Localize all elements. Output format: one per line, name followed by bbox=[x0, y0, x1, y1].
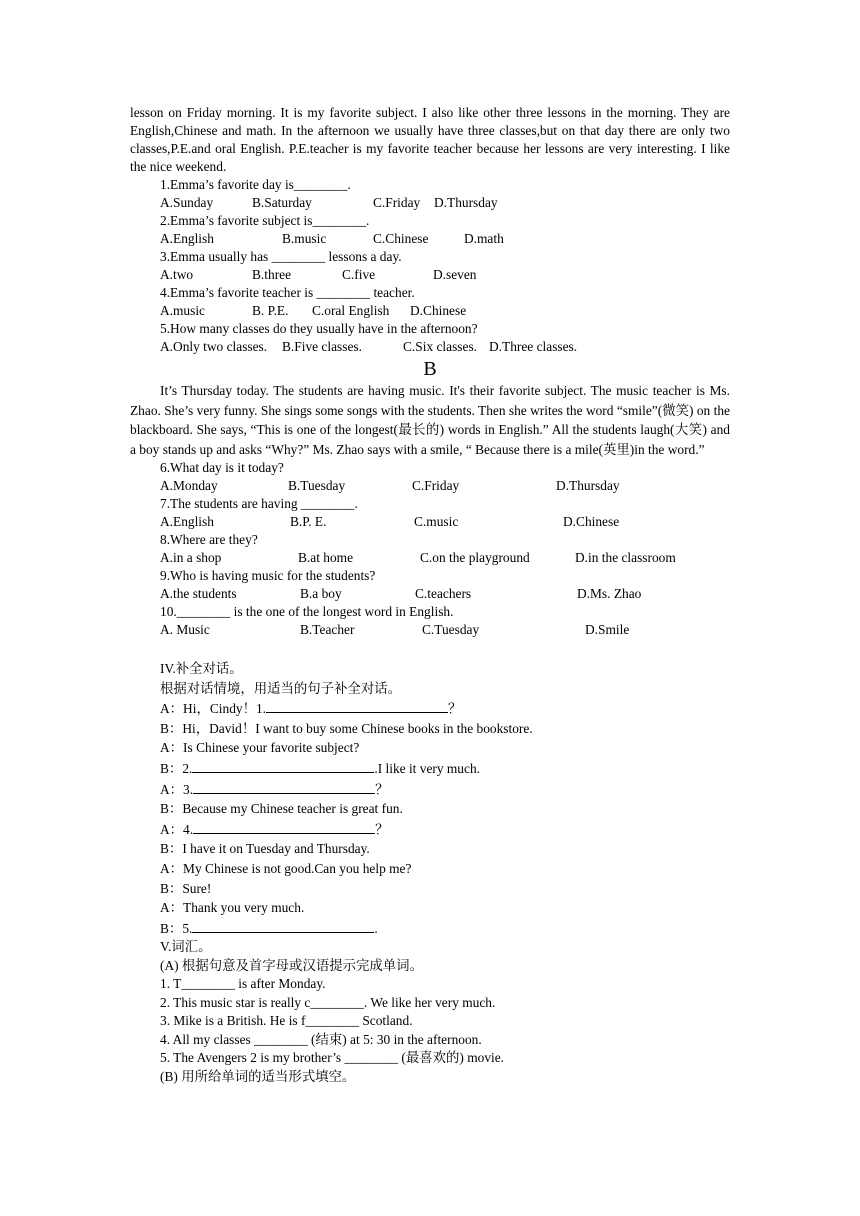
question-5: 5.How many classes do they usually have in the afternoon? bbox=[160, 321, 478, 336]
options-7 bbox=[130, 513, 730, 531]
option: D.seven bbox=[433, 267, 477, 282]
dialogue-line: A：3. ？ bbox=[130, 779, 730, 800]
option: B. P.E. bbox=[252, 303, 289, 318]
option: B.at home bbox=[298, 550, 354, 565]
question-3: 3.Emma usually has ________ lessons a day. bbox=[160, 249, 402, 264]
option: B.music bbox=[282, 231, 327, 246]
dialogue-line: A：4. ？ bbox=[130, 819, 730, 840]
option: A.music bbox=[160, 303, 206, 318]
dialogue-line: B：I have it on Tuesday and Thursday. bbox=[160, 841, 370, 857]
answer-blank[interactable] bbox=[266, 698, 448, 713]
option: A.in a shop bbox=[160, 550, 222, 565]
option: B.Tuesday bbox=[288, 478, 346, 493]
section-b-heading: B bbox=[423, 358, 437, 380]
section-iv-instruction: 根据对话情境，用适当的句子补全对话。 bbox=[160, 680, 402, 696]
option: C.Chinese bbox=[373, 231, 429, 246]
option: B.Saturday bbox=[252, 195, 312, 210]
option: A.the students bbox=[160, 586, 237, 601]
answer-blank[interactable] bbox=[193, 779, 375, 794]
dialogue-line: B：Hi，David！I want to buy some Chinese books in the bookstore. bbox=[160, 720, 533, 736]
question-8: 8.Where are they? bbox=[160, 532, 258, 547]
options-6 bbox=[130, 477, 730, 495]
vocab-item: 5. The Avengers 2 is my brother’s ________ (最喜欢的) movie. bbox=[160, 1050, 505, 1066]
options-10 bbox=[130, 621, 730, 639]
option: D.Ms. Zhao bbox=[577, 586, 642, 601]
dialogue-line: A：Hi，Cindy！1. ？ bbox=[130, 698, 730, 719]
option: C.Six classes. bbox=[403, 339, 478, 354]
vocab-item: 4. All my classes ________ (结束) at 5: 30 in the afternoon. bbox=[160, 1031, 482, 1047]
options-4 bbox=[130, 302, 730, 320]
options-5 bbox=[130, 338, 730, 356]
section-v-part-b: (B) 用所给单词的适当形式填空。 bbox=[160, 1068, 356, 1084]
option: C.Friday bbox=[412, 478, 460, 493]
option: B.Five classes. bbox=[282, 339, 362, 354]
options-3 bbox=[130, 266, 730, 284]
option: D.Chinese bbox=[563, 514, 620, 529]
option: B.P. E. bbox=[290, 514, 327, 529]
option: A. Music bbox=[160, 622, 210, 637]
reading-a-passage: lesson on Friday morning. It is my favorite subject. I also like other three lessons in the morning. They are English,Chinese and math. In the afternoon we usually have three classes,but on that day there are only two classes,P.E.and oral English. P.E.teacher is my favorite teacher because her lessons are very interesting. I like the nice weekend. bbox=[130, 105, 730, 174]
option: C.Friday bbox=[373, 195, 421, 210]
dialogue-line: B：Sure! bbox=[160, 880, 212, 896]
section-v-title: V.词汇。 bbox=[160, 939, 212, 955]
option: C.Tuesday bbox=[422, 622, 480, 637]
option: D.in the classroom bbox=[575, 550, 676, 565]
option: C.oral English bbox=[312, 303, 390, 318]
question-6: 6.What day is it today? bbox=[160, 460, 284, 475]
option: D.Chinese bbox=[410, 303, 467, 318]
option: D.math bbox=[464, 231, 504, 246]
vocab-item: 1. T________ is after Monday. bbox=[160, 976, 326, 992]
option: C.music bbox=[414, 514, 459, 529]
option: D.Smile bbox=[585, 622, 630, 637]
vocab-item: 3. Mike is a British. He is f________ Scotland. bbox=[160, 1013, 413, 1029]
options-8 bbox=[130, 549, 730, 567]
dialogue-line: A：My Chinese is not good.Can you help me? bbox=[160, 860, 412, 876]
option: B.three bbox=[252, 267, 292, 282]
question-10: 10.________ is the one of the longest word in English. bbox=[160, 604, 454, 619]
question-2: 2.Emma’s favorite subject is________. bbox=[160, 213, 370, 228]
option: D.Thursday bbox=[434, 195, 498, 210]
answer-blank[interactable] bbox=[193, 819, 375, 834]
options-2 bbox=[130, 230, 730, 248]
question-1: 1.Emma’s favorite day is________. bbox=[160, 177, 351, 192]
vocab-item: 2. This music star is really c________. We like her very much. bbox=[160, 994, 496, 1010]
option: B.Teacher bbox=[300, 622, 355, 637]
answer-blank[interactable] bbox=[192, 918, 374, 933]
question-9: 9.Who is having music for the students? bbox=[160, 568, 376, 583]
answer-blank[interactable] bbox=[192, 758, 374, 773]
option: D.Three classes. bbox=[489, 339, 578, 354]
option: A.Monday bbox=[160, 478, 218, 493]
option: A.two bbox=[160, 267, 194, 282]
reading-b-passage: It’s Thursday today. The students are having music. It's their favorite subject. The music teacher is Ms. Zhao. She’s very funny. She sings some songs with the students. Then she writes the word “smile”(微笑) on the blackboard. She says, “This is one of the longest(最长的) words in English.” All the students laugh(大笑) and a boy stands up and asks “Why?” Ms. Zhao says with a smile, “ Because there is a mile(英里)in the word.” bbox=[130, 383, 730, 457]
question-7: 7.The students are having ________. bbox=[160, 496, 358, 511]
section-v-part-a: (A) 根据句意及首字母或汉语提示完成单词。 bbox=[160, 957, 423, 973]
dialogue-line: B：5. . bbox=[130, 918, 730, 939]
options-1 bbox=[130, 194, 730, 212]
dialogue-line: B：Because my Chinese teacher is great fun. bbox=[160, 801, 403, 817]
option: A.Only two classes. bbox=[160, 339, 268, 354]
option: C.five bbox=[342, 267, 376, 282]
options-9 bbox=[130, 585, 730, 603]
dialogue-line: B：2. .I like it very much. bbox=[130, 758, 730, 779]
question-4: 4.Emma’s favorite teacher is ________ teacher. bbox=[160, 285, 415, 300]
section-iv-title: IV.补全对话。 bbox=[160, 661, 243, 676]
option: D.Thursday bbox=[556, 478, 620, 493]
worksheet-page bbox=[130, 104, 730, 1086]
option: A.English bbox=[160, 231, 214, 246]
option: C.teachers bbox=[415, 586, 472, 601]
option: C.on the playground bbox=[420, 550, 530, 565]
option: A.Sunday bbox=[160, 195, 214, 210]
option: A.English bbox=[160, 514, 214, 529]
option: B.a boy bbox=[300, 586, 342, 601]
dialogue-line: A：Is Chinese your favorite subject? bbox=[160, 740, 360, 756]
dialogue-line: A：Thank you very much. bbox=[160, 900, 305, 916]
